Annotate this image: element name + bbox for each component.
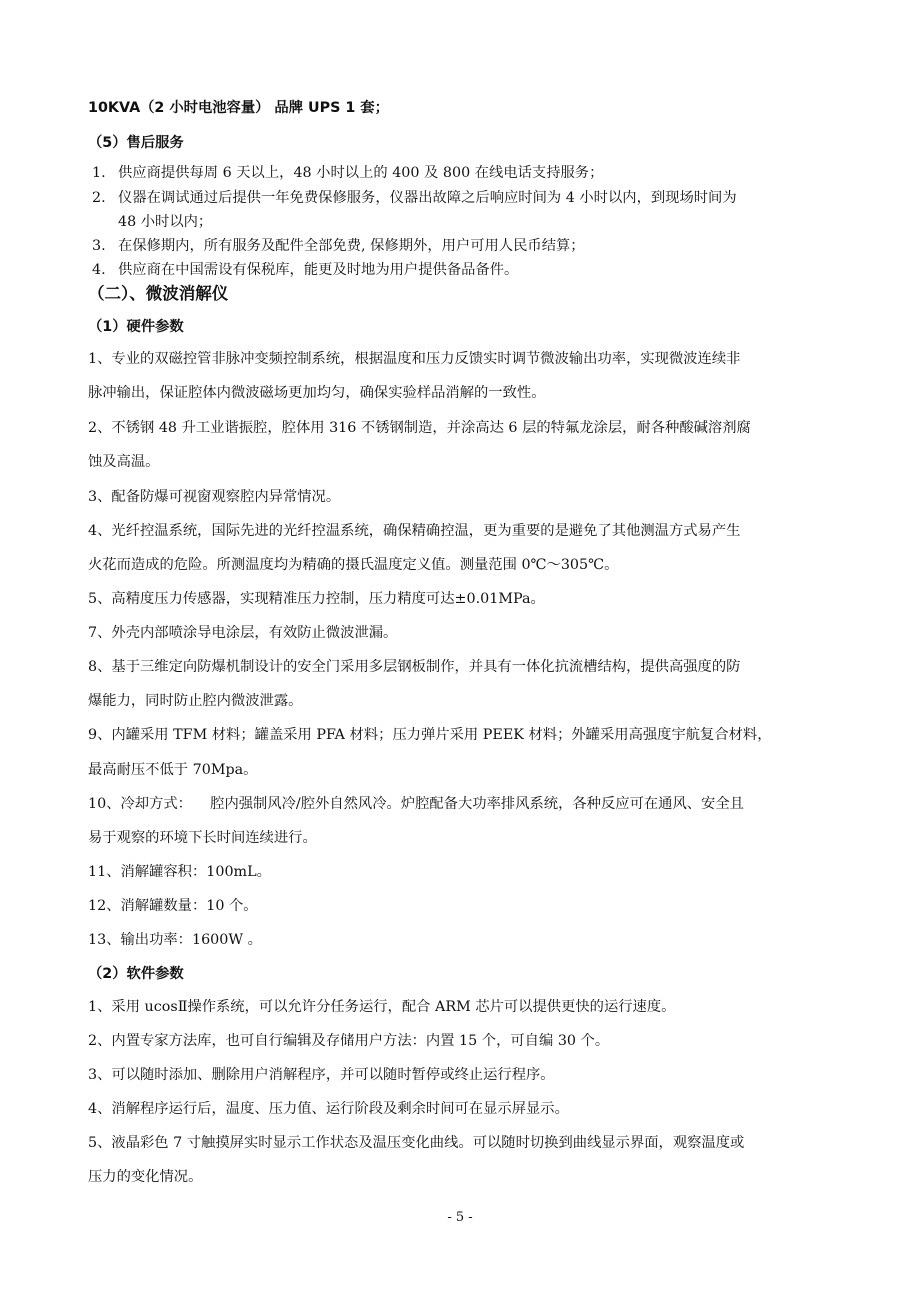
paragraph-line: 5、高精度压力传感器，实现精准压力控制，压力精度可达±0.01MPa。 bbox=[88, 591, 545, 607]
paragraph-line: 爆能力，同时防止腔内微波泄露。 bbox=[88, 693, 303, 709]
paragraph-line: 1、专业的双磁控管非脉冲变频控制系统，根据温度和压力反馈实时调节微波输出功率，实现微波连续非 bbox=[88, 351, 741, 367]
list-item bbox=[88, 236, 585, 256]
list-text: 供应商提供每周 6 天以上，48 小时以上的 400 及 800 在线电话支持服务； bbox=[118, 165, 604, 181]
paragraph-line: 2、不锈钢 48 升工业谐振腔，腔体用 316 不锈钢制造，并涂高达 6 层的特氟龙涂层，耐各种酸碱溶剂腐 bbox=[88, 420, 751, 436]
list-text: 仪器在调试通过后提供一年免费保修服务，仪器出故障之后响应时间为 4 小时以内，到现场时间为 bbox=[118, 190, 737, 206]
list-item bbox=[88, 188, 737, 208]
paragraph-line: 脉冲输出，保证腔体内微波磁场更加均匀，确保实验样品消解的一致性。 bbox=[88, 385, 546, 401]
after-sales-heading: （5）售后服务 bbox=[88, 135, 184, 151]
paragraph-line: 3、配备防爆可视窗观察腔内异常情况。 bbox=[88, 489, 341, 505]
paragraph-line: 5、液晶彩色 7 寸触摸屏实时显示工作状态及温压变化曲线。可以随时切换到曲线显示界面，观察温度或 bbox=[88, 1135, 745, 1151]
section-heading: （二）、微波消解仪 bbox=[88, 284, 229, 303]
paragraph-line: 4、光纤控温系统，国际先进的光纤控温系统，确保精确控温，更为重要的是避免了其他测温方式易产生 bbox=[88, 523, 741, 539]
paragraph-line: 11、消解罐容积：100mL。 bbox=[88, 864, 271, 880]
hardware-heading: （1）硬件参数 bbox=[88, 319, 184, 335]
paragraph-line: 蚀及高温。 bbox=[88, 454, 160, 470]
paragraph-line: 火花而造成的危险。所测温度均为精确的摄氏温度定义值。测量范围 0℃～305℃。 bbox=[88, 557, 619, 573]
ups-line: 10KVA（2 小时电池容量） 品牌 UPS 1 套； bbox=[88, 100, 389, 116]
paragraph-line: 最高耐压不低于 70Mpa。 bbox=[88, 762, 258, 778]
list-number: 4. bbox=[92, 262, 106, 278]
paragraph-line: 2、内置专家方法库，也可自行编辑及存储用户方法：内置 15 个，可自编 30 个。 bbox=[88, 1033, 610, 1049]
paragraph-line: 10、冷却方式： 腔内强制风冷/腔外自然风冷。炉腔配备大功率排风系统，各种反应可在通风、安全且 bbox=[88, 796, 744, 812]
list-text: 在保修期内，所有服务及配件全部免费, 保修期外，用户可用人民币结算； bbox=[118, 238, 585, 254]
page-number: - 5 - bbox=[447, 1210, 473, 1225]
paragraph-line: 9、内罐采用 TFM 材料；罐盖采用 PFA 材料；压力弹片采用 PEEK 材料；外罐采用高强度宇航复合材料， bbox=[88, 727, 772, 743]
paragraph-line: 12、消解罐数量：10 个。 bbox=[88, 898, 258, 914]
list-number: 1. bbox=[92, 165, 106, 181]
paragraph-line: 1、采用 ucosⅡ操作系统，可以允许分任务运行，配合 ARM 芯片可以提供更快的运行速度。 bbox=[88, 999, 676, 1015]
list-item bbox=[88, 163, 603, 183]
list-number: 2. bbox=[92, 190, 106, 206]
software-heading: （2）软件参数 bbox=[88, 966, 184, 982]
paragraph-line: 8、基于三维定向防爆机制设计的安全门采用多层钢板制作，并具有一体化抗流槽结构，提供高强度的防 bbox=[88, 659, 741, 675]
list-item-continuation: 48 小时以内； bbox=[118, 214, 213, 230]
list-text: 供应商在中国需设有保税库，能更及时地为用户提供备品备件。 bbox=[118, 262, 519, 278]
paragraph-line: 易于观察的环境下长时间连续进行。 bbox=[88, 830, 317, 846]
paragraph-line: 压力的变化情况。 bbox=[88, 1169, 203, 1185]
paragraph-line: 13、输出功率：1600W 。 bbox=[88, 932, 262, 948]
paragraph-line: 3、可以随时添加、删除用户消解程序，并可以随时暂停或终止运行程序。 bbox=[88, 1067, 555, 1083]
paragraph-line: 7、外壳内部喷涂导电涂层，有效防止微波泄漏。 bbox=[88, 625, 398, 641]
list-item bbox=[88, 260, 518, 280]
list-number: 3. bbox=[92, 238, 106, 254]
paragraph-line: 4、消解程序运行后，温度、压力值、运行阶段及剩余时间可在显示屏显示。 bbox=[88, 1101, 569, 1117]
